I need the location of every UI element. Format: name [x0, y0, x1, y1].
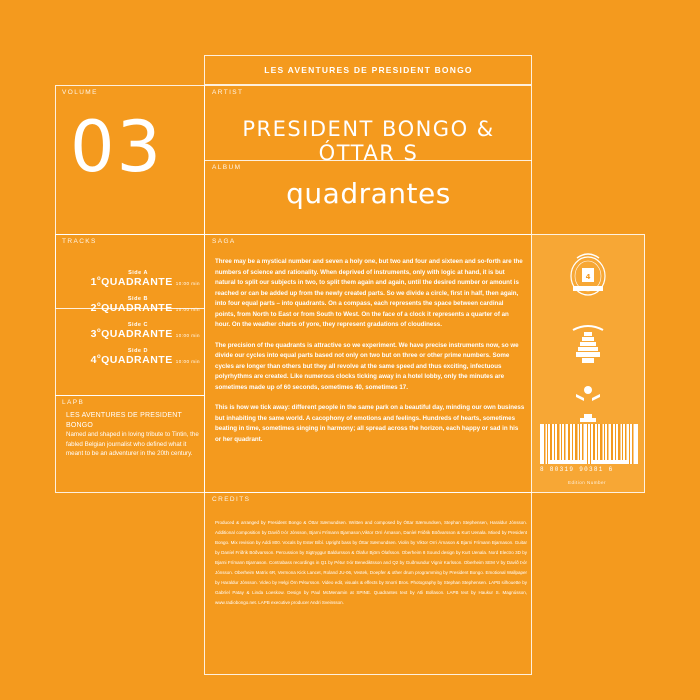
- lapb-text: [66, 411, 204, 459]
- track-duration: 10:00 min: [175, 281, 200, 286]
- track-title: QUADRANTE: [101, 302, 173, 314]
- track-number: 1: [90, 276, 97, 288]
- track-side: Side B: [127, 296, 148, 302]
- track-side: Side A: [128, 270, 148, 276]
- barcode: [540, 424, 638, 464]
- track-title: QUADRANTE: [101, 354, 173, 366]
- saga-paragraph: Three may be a mystical number and seven a holy one, but two and four and sixteen and so-forth are the numbers of science and rationality. When deprived of instruments, only with logic at hand, it is but natural to split our subjects in two, to split them again and again, until the desired number or amount is reached or can be added up from the newly created parts. So we divide a circle, first in half, then again, into four equal parts – into quadrants. On a compass, each represents the space between cardinal points, from North to East or from South to West. On the face of a clock it represents a quarter of an hour. On the weather charts of yore, they represent gradations of cloudiness.: [215, 258, 523, 328]
- edition-number-label: Edition Number: [567, 480, 606, 485]
- credits-text: Produced & arranged by President Bongo & Óttar Sæmundsen. Written and composed by Óttar Sæmundsen, Stephan Stephensen, Haraldur Jónsson. Additional composition by Davíð Þór Jónsson, Bjarni Frímann Bjarnason,Viktor Orri Árnason, Daníel Friðrik Böðvarsson & Kurt Uenala. Mixed by President Bongo. Mix revision by Addi 800. Vocals by Ester Bíbí. Upright bass by Óttar Sæmundsen. Violin by Viktor Orri Árnason & Bjarni Frímann Bjarnason. Guitar by Daníel Friðrik Böðvarsson. Percussion by Sigtryggur Baldursson & Ólafur Björn Ólafsson. Oberheim 8 Sound design by Kurt Uenala. Nord Electro 3D by Bjarni Frímann Bjarnason. Contrabass recordings in Q1 by Pétur Þór Benediktsson and Q2 by Guðmundur Vignir Karlsson. Oberheim SEM V by Davíð Þór Jónsson. Oberheim Matrix 6R, Vermona Kick Lancet, Roland JU-06, Vestek, Doepfer & other drum programming by President Bongo. Emotional Wallpaper by Haraldur Jónsson. Video by Helgi Örn Pétursson. Video edit, visuals & effects by Snorri Bros. Photography by Stephan Stephensen. LAPB silhouette by Gabríel Patay & Linda Loeskow. Design by Paul McMenamin at SPINE. Quadrantes text by Atli Bollason. LAPB text by Haukur S. Magnússon, www.radiobongo.net. LAPB executive producer Andri Sveinsson.: [215, 520, 527, 605]
- tracks-label: TRACKS: [62, 238, 97, 245]
- degree-mark: o: [96, 276, 102, 282]
- lapb-label: LAPB: [62, 399, 85, 406]
- credits-label: CREDITS: [212, 496, 251, 503]
- saga-label: SAGA: [212, 238, 236, 245]
- track-side: Side D: [127, 348, 148, 354]
- degree-mark: o: [96, 302, 102, 308]
- series-title: LES AVENTURES DE PRESIDENT BONGO: [264, 65, 473, 75]
- track-duration: 10:00 min: [175, 307, 200, 312]
- track-side: Side C: [127, 322, 148, 328]
- album-label: ALBUM: [212, 164, 242, 171]
- volume-number: 03: [70, 106, 164, 188]
- volume-label: VOLUME: [62, 89, 98, 96]
- track-number: 4: [90, 354, 97, 366]
- album-title: quadrantes: [286, 177, 451, 210]
- president-bongo-seal-icon: [563, 248, 613, 300]
- lapb-silhouette-icon: [570, 384, 606, 424]
- tracks-content-box: [55, 234, 205, 396]
- track-item: [60, 322, 200, 340]
- track-title: QUADRANTE: [101, 276, 173, 288]
- track-row: [60, 276, 200, 288]
- track-number: 2: [90, 302, 97, 314]
- track-title: QUADRANTE: [101, 328, 173, 340]
- barcode-number: 8 80319 90381 6: [540, 466, 614, 473]
- track-duration: 10:00 min: [175, 359, 200, 364]
- lapb-body: Named and shaped in loving tribute to Tintin, the fabled Belgian journalist who defined what it meant to be an adventurer in the 20th century.: [66, 431, 199, 458]
- lapb-title: LES AVENTURES DE PRESIDENT BONGO: [66, 412, 182, 429]
- artist-name: PRESIDENT BONGO & ÓTTAR S: [242, 117, 495, 165]
- artist-label: ARTIST: [212, 89, 244, 96]
- track-row: [60, 354, 200, 366]
- saga-text: [215, 257, 525, 455]
- saga-paragraph: The precision of the quadrants is attractive so we experiment. We have precise instruments now, so we divide our cycles into equal parts based not only on two but on three or other prime numbers. Some cycles are longer than others but they all revolve at the same speed and thus exciting, infectuous polyrhythms are created. Like numerous clocks ticking away in a hotel lobby, only the minutes are sometimes made up of 60 seconds, sometimes 40, sometimes 17.: [215, 341, 519, 391]
- track-item: [60, 270, 200, 288]
- degree-mark: o: [96, 354, 102, 360]
- track-row: [60, 302, 200, 314]
- saga-paragraph: This is how we tick away: different people in the same park on a beautiful day, minding our own business but inhabiting the same world. A cacophony of emotions and feelings. Hundreds of hearts, sometimes beating in time, sometimes singing in harmony; all spread across the horizon, each happy or sad in his or her quadrant.: [215, 404, 525, 443]
- svg-text:4: 4: [585, 273, 591, 281]
- track-number: 3: [90, 328, 97, 340]
- radio-bongo-seal-icon: [568, 318, 608, 366]
- track-item: [60, 296, 200, 314]
- degree-mark: o: [96, 328, 102, 334]
- track-duration: 10:00 min: [175, 333, 200, 338]
- track-row: [60, 328, 200, 340]
- track-item: [60, 348, 200, 366]
